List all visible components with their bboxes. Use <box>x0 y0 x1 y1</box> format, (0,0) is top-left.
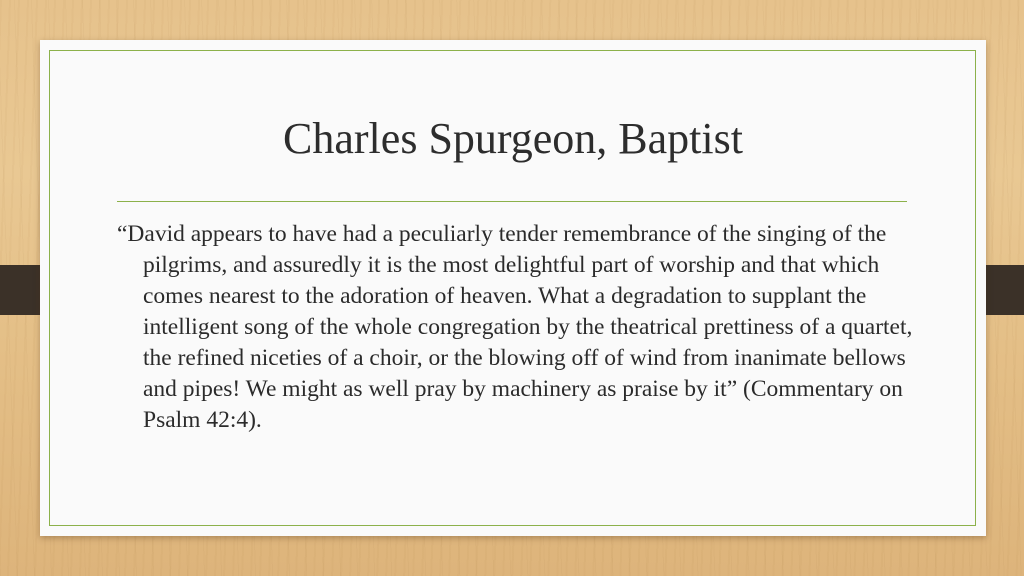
title-divider <box>117 201 907 202</box>
slide-title: Charles Spurgeon, Baptist <box>283 114 743 163</box>
slide-card <box>40 40 986 536</box>
quote-body: “David appears to have had a peculiarly tender remembrance of the singing of the pilgrims, and assuredly it is the most delightful part of worship and that which comes nearest to the adoration of heaven. What a degradation to supplant the intelligent song of the whole congregation by the theatrical prettiness of a quartet, the refined niceties of a choir, or the blowing off of wind from inanimate bellows and pipes! We might as well pray by machinery as praise by it” (Commentary on Psalm 42:4). <box>117 221 913 433</box>
